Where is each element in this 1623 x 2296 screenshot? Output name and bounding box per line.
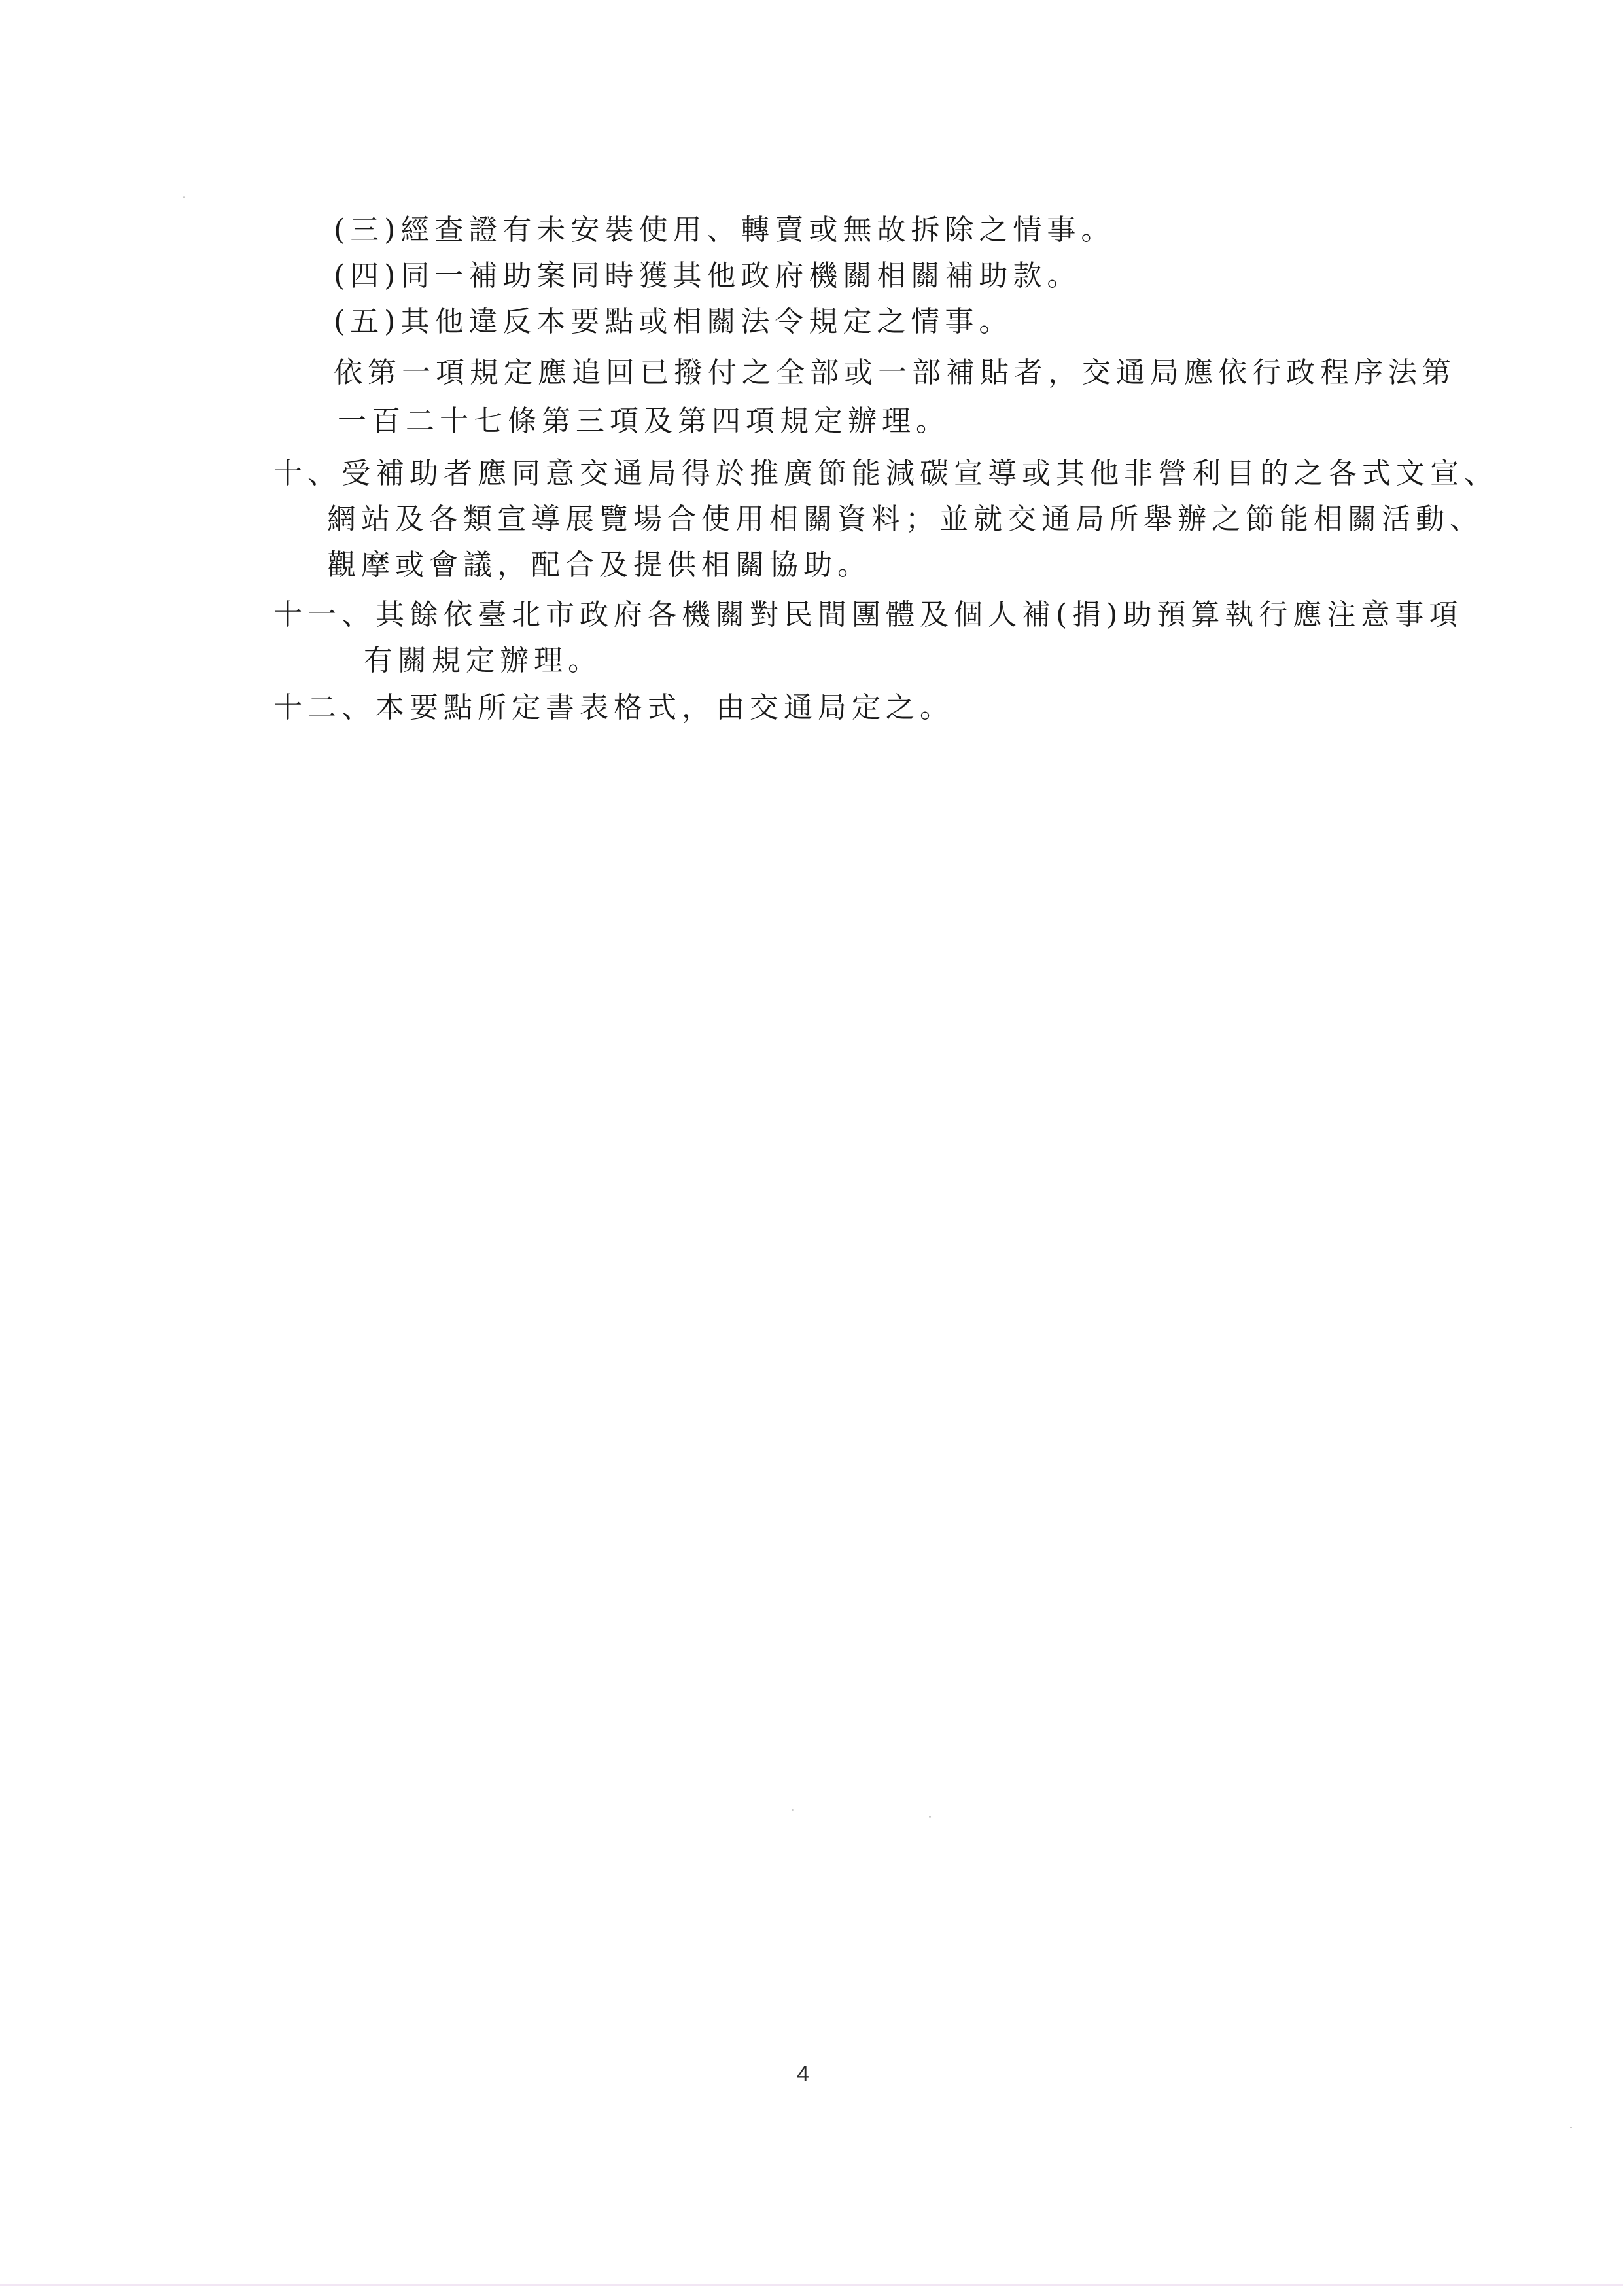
- article-11-line-2: 有關規定辦理。: [364, 644, 602, 677]
- recovery-paragraph-line-2: 一百二十七條第三項及第四項規定辦理。: [338, 404, 950, 438]
- scan-speck: [792, 1809, 794, 1811]
- scan-edge-line: [0, 2284, 1623, 2286]
- scan-speck: [929, 1816, 931, 1818]
- article-12: 十二、本要點所定書表格式，由交通局定之。: [273, 691, 954, 724]
- scan-speck: [183, 196, 185, 198]
- article-11-line-1: 十一、其餘依臺北市政府各機關對民間團體及個人補(捐)助預算執行應注意事項: [273, 598, 1463, 631]
- item-4-clause: (四)同一補助案同時獲其他政府機關相關補助款。: [334, 259, 1081, 292]
- article-10-line-2: 網站及各類宣導展覽場合使用相關資料；並就交通局所舉辦之節能相關活動、: [327, 503, 1484, 536]
- item-3-clause: (三)經查證有未安裝使用、轉賣或無故拆除之情事。: [334, 213, 1115, 247]
- article-10-line-1: 十、受補助者應同意交通局得於推廣節能減碳宣導或其他非營利目的之各式文宣、: [273, 457, 1498, 490]
- item-5-clause: (五)其他違反本要點或相關法令規定之情事。: [334, 305, 1013, 338]
- recovery-paragraph-line-1: 依第一項規定應追回已撥付之全部或一部補貼者，交通局應依行政程序法第: [334, 356, 1456, 389]
- article-10-line-3: 觀摩或會議，配合及提供相關協助。: [327, 548, 871, 582]
- page-number: 4: [797, 2062, 809, 2087]
- scan-speck: [1570, 2127, 1572, 2128]
